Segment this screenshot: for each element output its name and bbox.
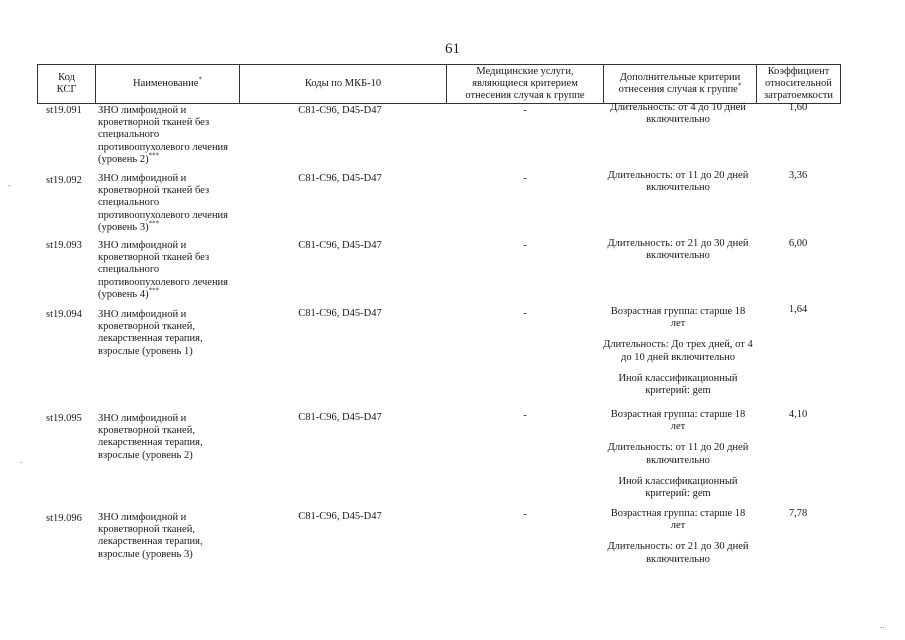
header-name [95,64,239,104]
row-name: ЗНО лимфоидной и кроветворной тканей, лекарственная терапия, взрослые (уровень 1) [98,309,203,357]
criterion: Возрастная группа: старше 18 лет [610,508,746,532]
criterion: Длительность: от 4 до 10 дней включительно [610,102,746,126]
row-services: - [523,105,527,116]
row-name: ЗНО лимфоидной и кроветворной тканей без специального противоопухолевого лечения (уровень 2)*** [98,105,229,165]
row-coef: 7,78 [788,508,808,519]
row-name: ЗНО лимфоидной и кроветворной тканей без специального противоопухолевого лечения (уровень 4)*** [98,240,229,300]
row-code: st19.092 [46,175,82,186]
row-code: st19.096 [46,513,82,524]
row-services: - [523,509,527,520]
row-criteria [603,170,753,203]
row-mkb: C81-C96, D45-D47 [298,173,382,184]
header-coef-label: Коэффициент относительной затратоемкости [764,66,833,101]
criterion: Иной классификационный критерий: gem [618,475,738,500]
header-code [37,64,95,104]
header-services [446,64,603,104]
criterion: Длительность: от 11 до 20 дней включительно [607,442,749,466]
header-services-label: Медицинские услуги, являющиеся критерием отнесения случая к группе [465,66,585,101]
row-code: st19.093 [46,240,82,251]
row-coef: 3,36 [788,170,808,181]
header-mkb-label: Коды по МКБ-10 [304,78,382,89]
row-services: - [523,173,527,184]
row-criteria [603,508,753,575]
row-code: st19.095 [46,413,82,424]
header-additional-label: Дополнительные критерии отнесения случая к группе* [618,72,742,95]
scan-mark: . [20,455,23,465]
row-criteria [603,102,753,135]
row-services: - [523,308,527,319]
row-name: ЗНО лимфоидной и кроветворной тканей, лекарственная терапия, взрослые (уровень 3) [98,512,203,560]
row-name: ЗНО лимфоидной и кроветворной тканей без специального противоопухолевого лечения (уровень 3)*** [98,173,229,233]
row-criteria [603,409,753,509]
row-coef: 6,00 [788,238,808,249]
row-code: st19.091 [46,105,82,116]
row-services: - [523,410,527,421]
header-name-label: Наименование* [133,75,202,89]
criterion: Длительность: от 21 до 30 дней включительно [607,238,749,262]
row-coef: 4,10 [788,409,808,420]
row-criteria [603,238,753,271]
criterion: Длительность: До трех дней, от 4 до 10 дней включительно [603,339,753,363]
criterion: Длительность: от 11 до 20 дней включительно [607,170,749,194]
row-code: st19.094 [46,309,82,320]
scan-mark: - [8,180,11,190]
criterion: Иной классификационный критерий: gem [618,372,738,397]
row-coef: 1,64 [788,304,808,315]
row-services: - [523,240,527,251]
row-mkb: C81-C96, D45-D47 [298,412,382,423]
row-mkb: C81-C96, D45-D47 [298,511,382,522]
row-mkb: C81-C96, D45-D47 [298,308,382,319]
criterion: Длительность: от 21 до 30 дней включительно [607,541,749,565]
criterion: Возрастная группа: старше 18 лет [610,306,746,330]
row-coef: 1,60 [788,102,808,113]
row-mkb: C81-C96, D45-D47 [298,240,382,251]
header-code-label: Код КСГ [56,72,77,95]
row-name: ЗНО лимфоидной и кроветворной тканей, лекарственная терапия, взрослые (уровень 2) [98,413,203,461]
header-additional [603,64,756,104]
row-mkb: C81-C96, D45-D47 [298,105,382,116]
header-coef [756,64,841,104]
page-number: 61 [445,41,460,57]
header-mkb [239,64,446,104]
row-criteria [603,306,753,406]
scan-mark: .. [880,620,885,630]
criterion: Возрастная группа: старше 18 лет [610,409,746,433]
